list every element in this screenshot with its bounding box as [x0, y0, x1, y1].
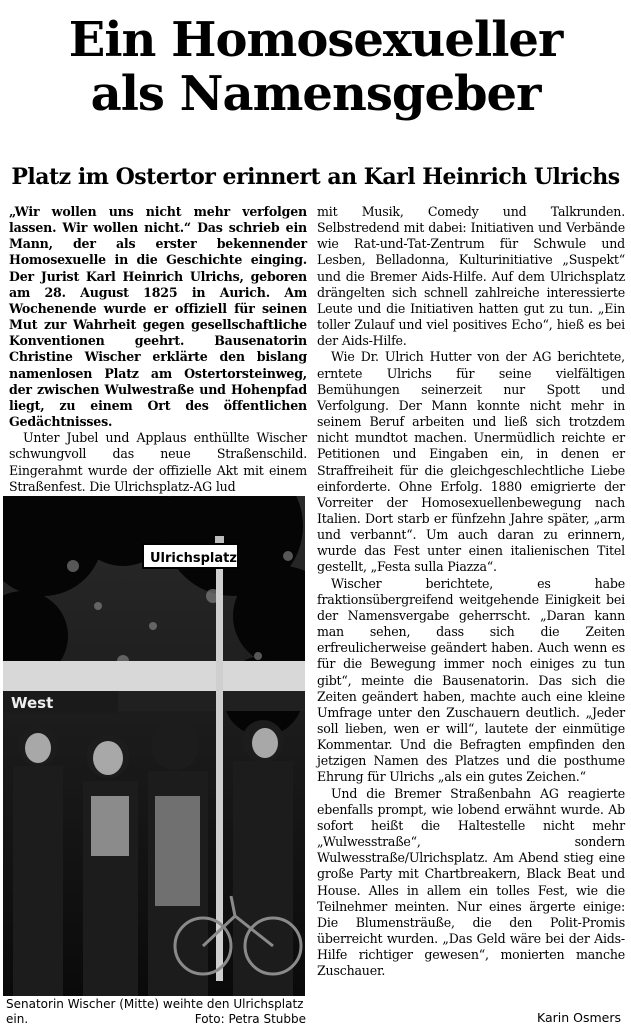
article-paragraph-1-continued: mit Musik, Comedy und Talkrunden. Selbstredend mit dabei: Initiativen und Verbände wie Rat-und-Tat-Zentrum für Schwule und Lesben, Belladonna, Kulturinitiative „Suspekt“ und die Bremer Aids-Hilfe. Auf dem Ulrichsplatz drängelten sich schnell zahlreiche interessierte Leute und die Initiativen hatten gut zu tun. „Ein toller Zulauf und viel positives Echo“, hieß es bei der Aids-Hilfe.: [317, 204, 625, 349]
article-photo: [3, 496, 305, 996]
article-paragraph-1: Unter Jubel und Applaus enthüllte Wischer schwungvoll das neue Straßenschild. Eingerahmt wurde der offizielle Akt mit einem Straßenfest. Die Ulrichsplatz-AG lud: [9, 430, 307, 494]
headline-line-1: Ein Homosexueller: [68, 12, 563, 68]
article-paragraph-3: Wischer berichtete, es habe fraktionsübergreifend weitgehende Einigkeit bei der Namensvergabe geherrscht. „Daran kann man sehen, dass sich die Zeiten erfreulicherweise geändert haben. Auch wenn es für die Bewegung immer noch einiges zu tun gibt“, meinte die Bausenatorin. Das sich die Zeiten geändert haben, machte auch eine kleine Umfrage unter den Zuschauern deutlich. „Jeder soll lieben, wen er will“, lautete der einmütige Kommentar. Und die Befragten empfinden den jetzigen Namen des Platzes und die posthume Ehrung für Ulrichs „als ein gutes Zeichen.“: [317, 575, 625, 785]
article-paragraph-4: Und die Bremer Straßenbahn AG reagierte ebenfalls prompt, wie lobend erwähnt wurde. Ab sofort heißt die Haltestelle nicht mehr „Wulwesstraße“, sondern Wulwesstraße/Ulrichsplatz. Am Abend stieg eine große Party mit Chartbreakern, Black Beat und House. Alles in allem ein tolles Fest, wie die Teilnehmer meinten. Nur eines ärgerte einige: Die Blumensträuße, die den Polit-Promis überreicht wurden. „Das Geld wäre bei der Aids-Hilfe richtiger gewesen“, monierten manche Zuschauer.: [317, 785, 625, 979]
article-author: Karin Osmers: [536, 1010, 621, 1025]
article-column-left: [9, 204, 307, 495]
photo-credit: Foto: Petra Stubbe: [194, 1012, 306, 1026]
article-column-right: [317, 204, 625, 980]
headline-line-2: als Namensgeber: [90, 66, 541, 122]
photo-caption-line-1: Senatorin Wischer (Mitte) weihte den Ulrichsplatz: [6, 997, 304, 1011]
subheadline: Platz im Ostertor erinnert an Karl Heinrich Ulrichs: [11, 164, 620, 190]
photo-illustration: [3, 496, 305, 996]
photo-caption: [6, 997, 306, 1027]
photo-banner-text: West: [11, 694, 54, 712]
article-paragraph-2: Wie Dr. Ulrich Hutter von der AG berichtete, erntete Ulrichs für seine vielfältigen Bemühungen seinerzeit nur Spott und Verfolgung. Der Mann konnte nicht mehr in seinem Beruf arbeiten und ließ sich trotzdem nicht mundtot machen. Unermüdlich reichte er Petitionen und Eingaben ein, in denen er Straffreiheit für die gleichgeschlechtliche Liebe einforderte. Ohne Erfolg. 1880 emigrierte der Vorreiter der Homosexuellenbewegung nach Italien. Dort starb er fünfzehn Jahre später, „arm und verbannt“. Um auch daran zu erinnern, wurde das Fest unter einen italienischen Titel gestellt, „Festa sulla Piazza“.: [317, 349, 625, 575]
photo-caption-line-2: ein.: [6, 1012, 29, 1026]
photo-street-sign-text: Ulrichsplatz: [150, 551, 237, 566]
article-lead: „Wir wollen uns nicht mehr verfolgen lassen. Wir wollen nicht.“ Das schrieb ein Mann, der als erster bekennender Homosexuelle in die Geschichte einging. Der Jurist Karl Heinrich Ulrichs, geboren am 28. August 1825 in Aurich. Am Wochenende wurde er offiziell für seinen Mut zur Wahrheit gegen gesellschaftliche Konventionen geehrt. Bausenatorin Christine Wischer erklärte den bislang namenlosen Platz am Ostertorsteinweg, der zwischen Wulwestraße und Hohenpfad liegt, zu einem Ort des öffentlichen Gedächtnisses.: [9, 204, 307, 430]
